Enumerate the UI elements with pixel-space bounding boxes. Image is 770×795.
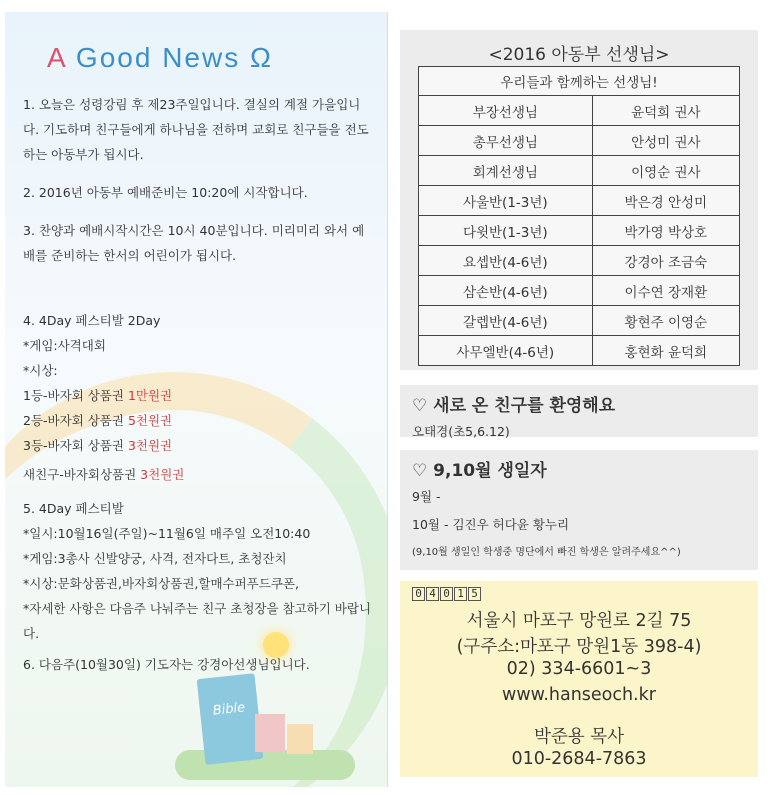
prize-amount: 5천원권	[127, 413, 173, 428]
website-link[interactable]: www.hanseoch.kr	[502, 685, 656, 705]
staff-role: 사무엘반(4-6년)	[419, 336, 593, 366]
phone-number: 02) 334-6601~3	[506, 659, 652, 679]
title-text: Good News	[75, 42, 241, 73]
festival-2	[23, 496, 373, 646]
birthday-september: 9월 -	[412, 489, 441, 504]
address-line: 서울시 마포구 망원로 2길 75	[466, 611, 692, 631]
zip-digit: 5	[468, 587, 481, 601]
table-row	[419, 186, 740, 216]
zip-digit: 4	[426, 587, 439, 601]
staff-name: 윤덕희 권사	[592, 96, 739, 126]
zip-digit: 1	[454, 587, 467, 601]
house-decoration	[255, 714, 285, 752]
mobile-number: 010-2684-7863	[511, 749, 647, 769]
staff-name: 강경아 조금숙	[592, 246, 739, 276]
birthday-title: ♡ 9,10월 생일자	[412, 461, 547, 481]
festival-2-line: *자세한 사항은 다음주 나눠주는 친구 초청장을 참고하기 바랍니다.	[23, 601, 372, 641]
news-item-6: 6. 다음주(10월30일) 기도자는 강경아선생님입니다.	[23, 657, 310, 672]
table-row	[419, 96, 740, 126]
prize-amount: 1만원권	[127, 388, 173, 403]
table-row	[419, 216, 740, 246]
festival-2-line: *시상:문화상품권,바자회상품권,할매수퍼푸드쿠폰,	[23, 576, 299, 591]
staff-name: 박가영 박상호	[592, 216, 739, 246]
festival-1-title: 4. 4Day 페스티발 2Day	[23, 313, 161, 328]
pastor-name: 박준용 목사	[533, 727, 625, 747]
table-row	[419, 126, 740, 156]
staff-name: 박은경 안성미	[592, 186, 739, 216]
welcome-body: 오태경(초5,6.12)	[412, 424, 510, 439]
staff-name: 이영순 권사	[592, 156, 739, 186]
zip-digit: 0	[412, 587, 425, 601]
staff-role: 요셉반(4-6년)	[419, 246, 593, 276]
festival-1	[23, 308, 373, 487]
contact-section	[400, 581, 758, 777]
news-item-1: 1. 오늘은 성령강림 후 제23주일입니다. 결실의 계절 가을입니다. 기도하며 친구들에게 하나님을 전하며 교회로 친구들을 전도하는 아동부가 됩시다.	[23, 97, 369, 162]
news-panel	[5, 12, 388, 787]
bush-decoration	[175, 750, 355, 780]
staff-role: 갈렙반(4-6년)	[419, 306, 593, 336]
staff-role: 삼손반(4-6년)	[419, 276, 593, 306]
table-row	[419, 336, 740, 366]
welcome-title: ♡ 새로 온 친구를 환영해요	[412, 396, 616, 416]
festival-1-game: *게임:사격대회	[23, 338, 106, 353]
news-item-3: 3. 찬양과 예배시작시간은 10시 40분입니다. 미리미리 와서 예배를 준비하는 한서의 어린이가 됩시다.	[23, 223, 365, 263]
prize-amount: 3천원권	[140, 467, 185, 482]
house-decoration	[287, 724, 313, 754]
staff-role: 회계선생님	[419, 156, 593, 186]
staff-title: <2016 아동부 선생님>	[488, 45, 670, 65]
birthday-section	[400, 450, 758, 570]
prize-line	[23, 408, 373, 433]
bible-illustration	[197, 673, 264, 765]
table-row	[419, 246, 740, 276]
bible-label: Bible	[212, 700, 246, 719]
table-row	[419, 156, 740, 186]
festival-1-prize-title: *시상:	[23, 363, 58, 378]
prize-label: 1등-바자회 상품권	[23, 388, 128, 403]
staff-header: 우리들과 함께하는 선생님!	[419, 67, 740, 96]
staff-name: 홍현화 윤덕희	[592, 336, 739, 366]
news-item-2: 2. 2016년 아동부 예배준비는 10:20에 시작합니다.	[23, 185, 308, 200]
prize-line	[23, 462, 373, 487]
prize-label: 3등-바자회 상품권	[23, 438, 128, 453]
table-row	[419, 67, 740, 96]
table-row	[419, 276, 740, 306]
page-title	[47, 42, 273, 74]
staff-section	[400, 30, 758, 370]
staff-name: 안성미 권사	[592, 126, 739, 156]
prize-amount: 3천원권	[127, 438, 173, 453]
birthday-note: (9,10월 생일인 학생중 명단에서 빠진 학생은 알려주세요^^)	[412, 547, 681, 558]
staff-role: 사울반(1-3년)	[419, 186, 593, 216]
staff-name: 이수연 장재환	[592, 276, 739, 306]
prize-label: 새친구-바자회상품권	[23, 467, 141, 482]
staff-role: 부장선생님	[419, 96, 593, 126]
title-letter: A	[47, 42, 67, 73]
prize-label: 2등-바자회 상품권	[23, 413, 128, 428]
staff-role: 다윗반(1-3년)	[419, 216, 593, 246]
prize-line	[23, 383, 373, 408]
table-row	[419, 306, 740, 336]
festival-2-line: *일시:10월16일(주일)~11월6일 매주일 오전10:40	[23, 526, 311, 541]
old-address-line: (구주소:마포구 망원1동 398-4)	[456, 637, 702, 657]
festival-2-line: *게임:3총사 신발양궁, 사격, 전자다트, 초청잔치	[23, 551, 287, 566]
zip-code	[412, 587, 482, 601]
zip-digit: 0	[440, 587, 453, 601]
staff-name: 황현주 이영순	[592, 306, 739, 336]
welcome-section	[400, 385, 758, 437]
prize-line	[23, 433, 373, 458]
title-symbol: Ω	[250, 42, 273, 73]
staff-role: 총무선생님	[419, 126, 593, 156]
festival-2-title: 5. 4Day 페스티발	[23, 501, 124, 516]
staff-table	[418, 66, 740, 366]
birthday-october: 10월 - 김진우 허다윤 황누리	[412, 517, 570, 532]
